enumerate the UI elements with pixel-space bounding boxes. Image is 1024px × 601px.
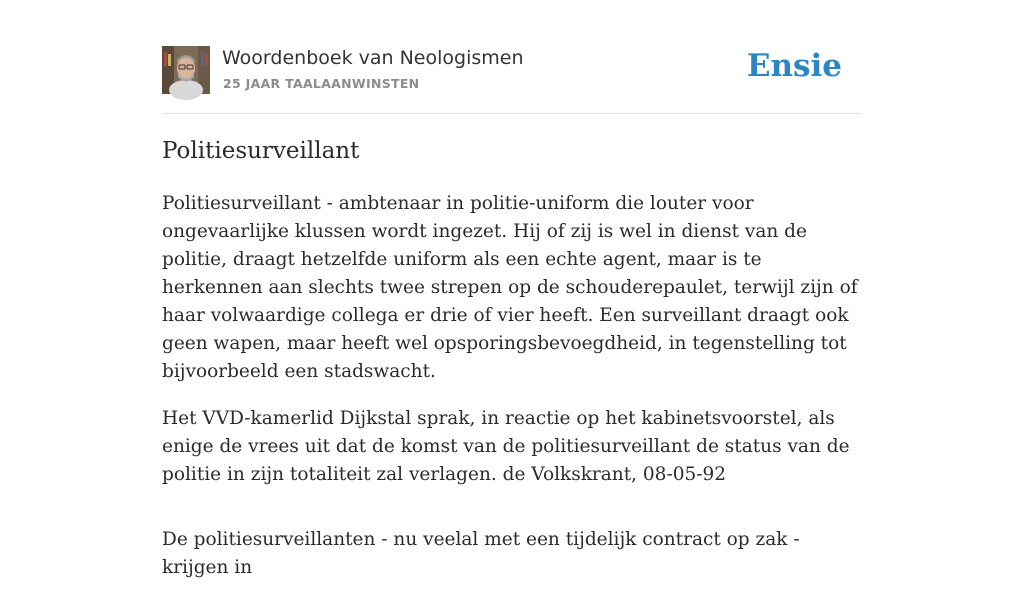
author-subtitle: 25 JAAR TAALAANWINSTEN [223,76,420,91]
header-divider [162,113,862,114]
article-paragraph: De politiesurveillanten - nu veelal met een tijdelijk contract op zak - krijgen in [162,529,800,578]
article-body [162,190,864,601]
article-paragraph: Politiesurveillant - ambtenaar in politie-uniform die louter voor ongevaarlijke klussen wordt ingezet. Hij of zij is wel in dienst van de politie, draagt hetzelfde uniform als een echte agent, maar is te herkennen aan slechts twee strepen op de schouderepaulet, terwijl zijn of haar volwaardige collega er drie of vier heeft. Een surveillant draagt ook geen wapen, maar heeft wel opsporingsbevoegdheid, in tegenstelling tot bijvoorbeeld een stadswacht. [162,193,858,382]
article-paragraph: Het VVD-kamerlid Dijkstal sprak, in reactie op het kabinetsvoorstel, als enige de vrees uit dat de komst van de politiesurveillant de status van de politie in zijn totaliteit zal verlagen. de Volkskrant, 08-05-92 [162,408,850,485]
brand-logo[interactable]: Ensie [746,48,842,84]
author-name[interactable]: Woordenboek van Neologismen [222,47,524,69]
page-title: Politiesurveillant [162,138,360,164]
author-photo-icon [162,46,210,94]
author-avatar[interactable] [162,46,210,94]
page-header [162,46,862,96]
